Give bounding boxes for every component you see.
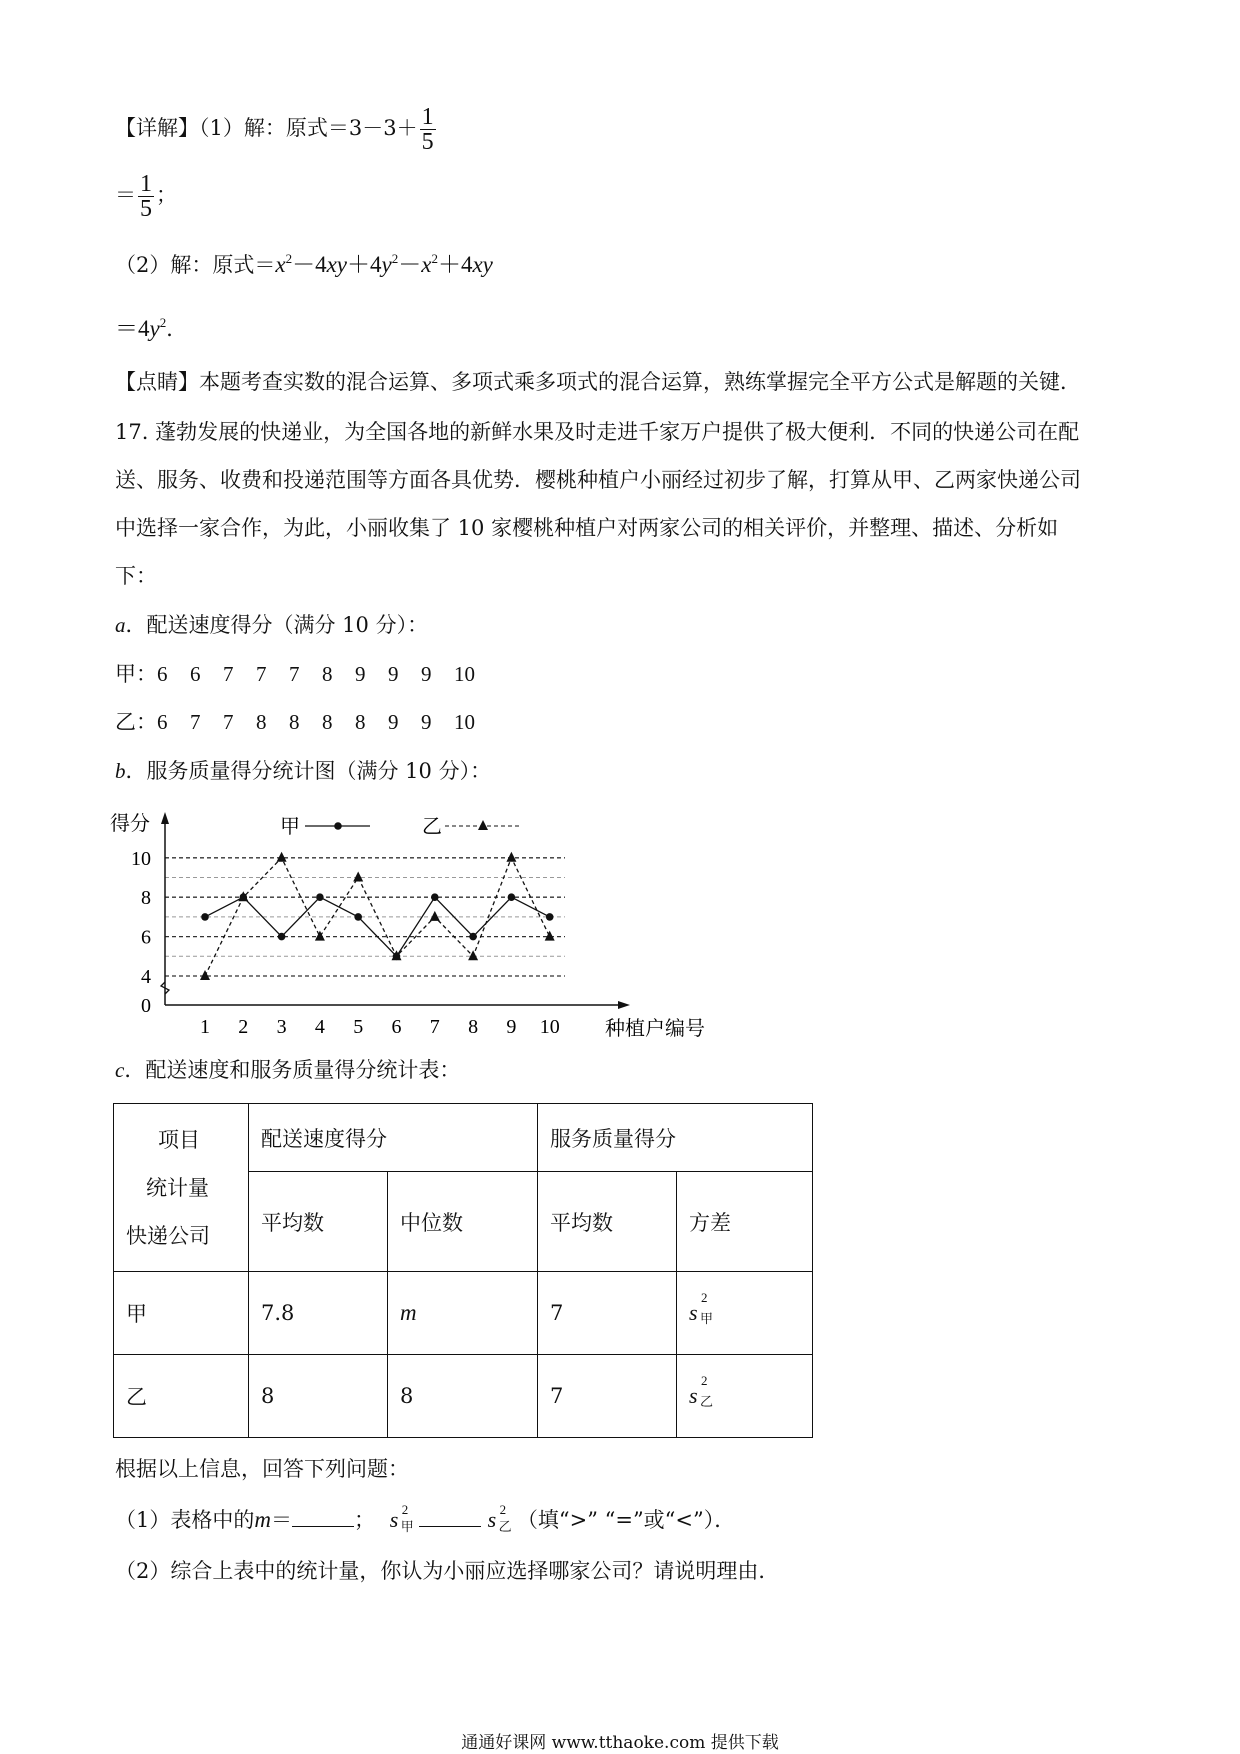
score-value: 6: [157, 662, 168, 686]
score-value: 6: [157, 710, 168, 734]
series-point: [201, 913, 209, 921]
series-point: [508, 893, 516, 901]
subheader-speed-mean: 平均数: [249, 1172, 388, 1272]
fraction-result: $\frac{1}{5}$: [140, 171, 152, 222]
speed-median-cell: 8: [388, 1355, 538, 1438]
solution-part2-result: $=4y^2$．: [115, 315, 188, 341]
table-corner-header: 项目 统计量 快递公司: [114, 1104, 249, 1272]
y-tick-label: 10: [131, 847, 151, 870]
x-tick-label: 10: [539, 1016, 560, 1038]
score-value: 9: [355, 662, 366, 686]
score-value: 6: [190, 662, 201, 686]
question-line-3: 中选择一家合作，为此，小丽收集了 10 家樱桃种植户对两家公司的相关评价，并整理、描述、分析如: [115, 516, 1059, 540]
table-row: [114, 1355, 813, 1438]
legend-label-yi: 乙: [422, 814, 442, 838]
answer-blank-compare[interactable]: [419, 1506, 481, 1527]
service-quality-line-chart: [110, 800, 730, 1040]
jia-score-list: [157, 662, 487, 686]
section-a-heading: a．配送速度得分（满分 10 分）：: [115, 613, 429, 637]
subquestion-2: （2）综合上表中的统计量，你认为小丽应选择哪家公司？请说明理由．: [115, 1559, 780, 1583]
fraction-one-fifth: $\frac{1}{5}$: [421, 104, 434, 155]
subheader-speed-median: 中位数: [388, 1172, 538, 1272]
x-tick-label: 4: [314, 1016, 325, 1038]
series-point: [353, 872, 363, 882]
series-point: [431, 893, 439, 901]
jia-speed-scores: 甲：6 6 7 7 7 8 9 9 9 10: [115, 659, 487, 689]
page-footer: 通通好课网 www.tthaoke.com 提供下载: [461, 1733, 779, 1753]
y-tick-label: 0: [141, 995, 151, 1017]
quality-mean-cell: 7: [538, 1355, 677, 1438]
x-tick-label: 3: [276, 1016, 287, 1038]
section-c-heading: c．配送速度和服务质量得分统计表：: [115, 1058, 461, 1082]
score-value: 10: [454, 662, 475, 686]
series-point: [277, 852, 287, 862]
series-point: [430, 911, 440, 921]
variance-cell: s 2 甲: [677, 1272, 813, 1355]
series-point: [315, 931, 325, 941]
score-value: 9: [421, 662, 432, 686]
series-line-1: [205, 897, 550, 956]
x-tick-label: 6: [391, 1016, 402, 1038]
statistics-table: [113, 1103, 813, 1438]
section-b-heading: b．服务质量得分统计图（满分 10 分）：: [115, 759, 492, 783]
x-axis-arrow: [618, 1001, 630, 1009]
score-value: 9: [421, 710, 432, 734]
score-value: 7: [223, 662, 234, 686]
score-value: 8: [322, 662, 333, 686]
series-point: [200, 970, 210, 980]
legend-label-jia: 甲: [280, 814, 300, 838]
part1-expression: （1）解：原式＝3－3＋: [199, 116, 418, 140]
x-tick-label: 9: [506, 1016, 517, 1038]
solution-part1-result: ＝ $\frac{1}{5}$ ；: [115, 171, 177, 222]
y-tick-label: 6: [141, 926, 151, 949]
legend-marker-jia: [334, 822, 342, 830]
x-tick-label: 7: [429, 1016, 440, 1038]
y-tick-label: 8: [141, 887, 151, 910]
question-line-1: 17. 蓬勃发展的快递业，为全国各地的新鲜水果及时走进千家万户提供了极大便利．不同的快递公司在配: [115, 420, 1080, 444]
y-axis-label: 得分: [110, 811, 150, 835]
question-line-4: 下：: [115, 564, 157, 588]
y-axis-arrow: [161, 812, 169, 824]
score-value: 10: [454, 710, 475, 734]
x-tick-label: 5: [353, 1016, 364, 1038]
x-tick-label: 8: [468, 1016, 479, 1038]
group-header-quality: 服务质量得分: [538, 1104, 813, 1172]
speed-mean-cell: 7.8: [249, 1272, 388, 1355]
subquestion-1: （1）表格中的m＝ ； s 2 甲 s 2 乙 （填“>” “=”或“<”）．: [115, 1502, 736, 1535]
table-row: [114, 1272, 813, 1355]
solution-part2: （2）解：原式$=x^2-4xy+4y^2-x^2+4xy$: [115, 251, 493, 277]
series-point: [316, 893, 324, 901]
score-value: 7: [256, 662, 267, 686]
x-tick-label: 1: [200, 1016, 210, 1038]
score-value: 9: [388, 662, 399, 686]
group-header-speed: 配送速度得分: [249, 1104, 538, 1172]
score-value: 8: [256, 710, 267, 734]
instruction-line: 根据以上信息，回答下列问题：: [115, 1457, 409, 1481]
yi-speed-scores: 乙：6 7 7 8 8 8 8 9 9 10: [115, 707, 487, 737]
dianjing-comment: 【点睛】本题考查实数的混合运算、多项式乘多项式的混合运算，熟练掌握完全平方公式是解题的关键．: [115, 370, 1081, 394]
series-point: [354, 913, 362, 921]
series-point: [506, 852, 516, 862]
score-value: 7: [223, 710, 234, 734]
score-value: 7: [190, 710, 201, 734]
variance-cell: s 2 乙: [677, 1355, 813, 1438]
score-value: 8: [355, 710, 366, 734]
score-value: 9: [388, 710, 399, 734]
solution-part1: [115, 105, 438, 154]
question-line-2: 送、服务、收费和投递范围等方面各具优势．樱桃种植户小丽经过初步了解，打算从甲、乙两家快递公司: [115, 468, 1081, 492]
subheader-quality-mean: 平均数: [538, 1172, 677, 1272]
company-cell: 乙: [114, 1355, 249, 1438]
series-point: [546, 913, 554, 921]
series-point: [469, 933, 477, 941]
x-tick-label: 2: [238, 1016, 249, 1038]
company-cell: 甲: [114, 1272, 249, 1355]
xiangjie-label: 【详解】: [115, 116, 199, 140]
speed-mean-cell: 8: [249, 1355, 388, 1438]
x-axis-label: 种植户编号: [605, 1016, 705, 1040]
quality-mean-cell: 7: [538, 1272, 677, 1355]
answer-blank-m[interactable]: [292, 1506, 354, 1527]
series-point: [545, 931, 555, 941]
y-tick-label: 4: [141, 966, 151, 988]
score-value: 8: [322, 710, 333, 734]
score-value: 8: [289, 710, 300, 734]
score-value: 7: [289, 662, 300, 686]
subheader-variance: 方差: [677, 1172, 813, 1272]
series-point: [278, 933, 286, 941]
legend-marker-yi: [478, 820, 488, 830]
yi-score-list: [157, 710, 487, 734]
dianjing-label: 【点睛】: [115, 370, 199, 394]
speed-median-cell: m: [388, 1272, 538, 1355]
